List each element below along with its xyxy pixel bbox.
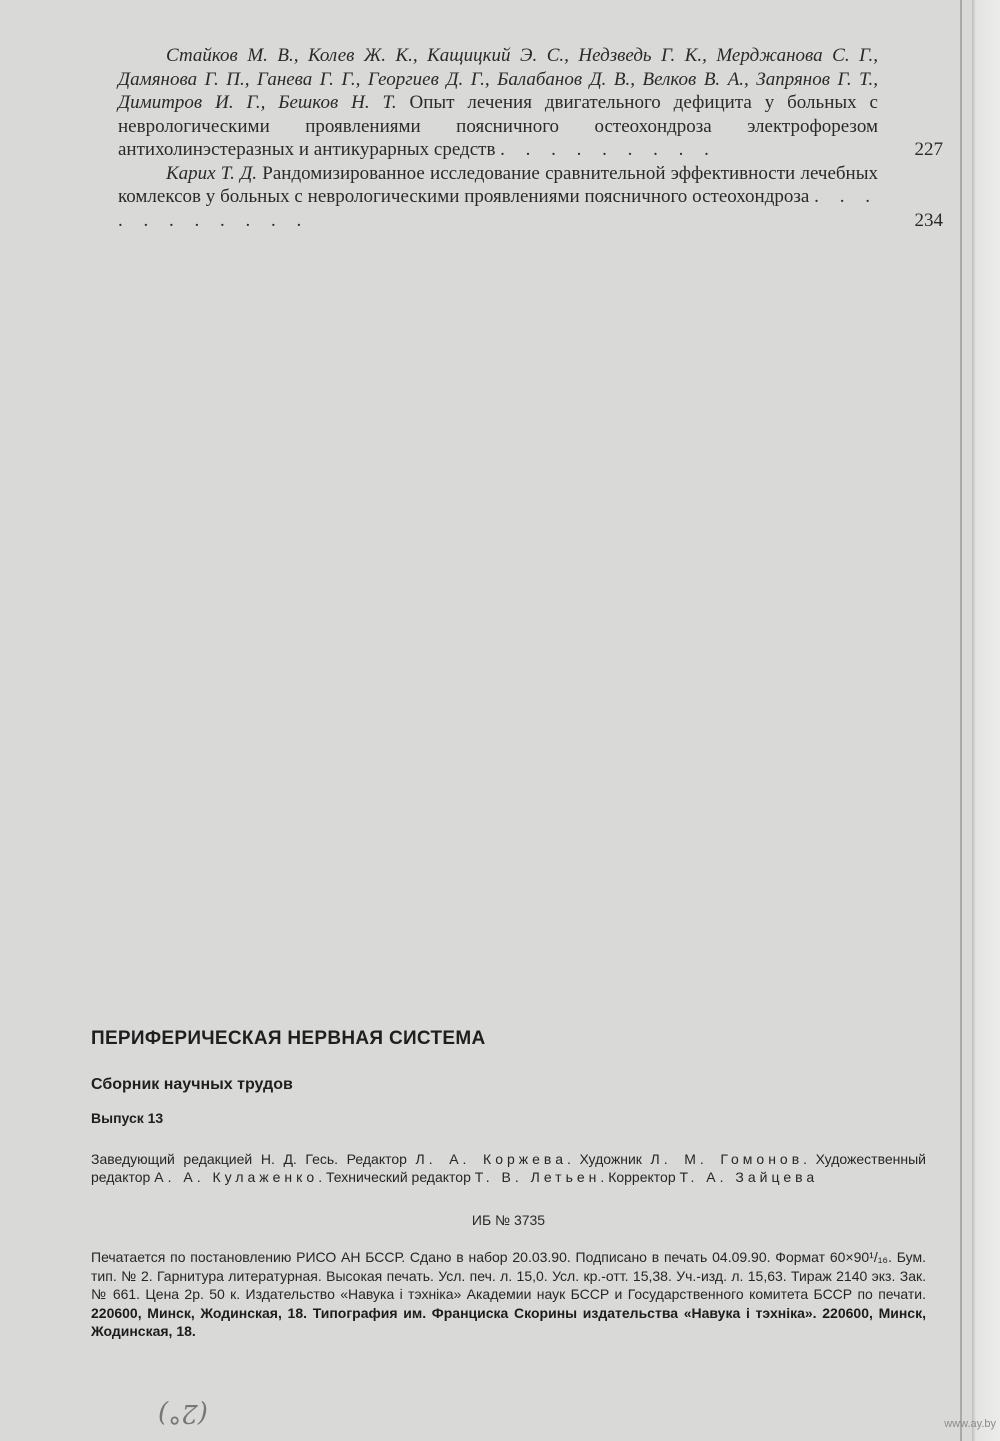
book-issue: Выпуск 13 — [91, 1110, 164, 1126]
staff-name: А. А. Кулаженко — [154, 1169, 319, 1185]
toc-entry: Стайков М. В., Колев Ж. К., Кащицкий Э. С., Недзведь Г. К., Мерджанова С. Г., Дамянова Г. П., Ганева Г. Г., Георгиев Д. Г., Балабанов Д. В., Велков В. А., Запрянов Г. Т., Димитров И. Г., Бешков Н. Т. Опыт лечения двигательного дефицита у больных с неврологическими проявлениями поясничного остеохондроза электрофорезом антихолинэстеразных и антикурарных средств . . . . . . . . . 227 — [118, 45, 943, 160]
staff-name: Т. А. Зайцева — [679, 1169, 819, 1185]
toc-entry-authors: Карих Т. Д. — [166, 162, 258, 184]
toc-entry-authors: Стайков М. В., Колев Ж. К., Кащицкий Э. С., Недзведь Г. К., Мерджанова С. Г., Дамянова Г. П., Ганева Г. Г., Георгиев Д. Г., Балабанов Д. В., Велков В. А., Запрянов Г. Т., Димитров И. Г., Бешков Н. Т. — [118, 45, 878, 113]
book-title: ПЕРИФЕРИЧЕСКАЯ НЕРВНАЯ СИСТЕМА — [91, 1028, 486, 1049]
toc-entry-title: Опыт лечения двигательного дефицита у больных с неврологическими проявлениями поясничного остеохондроза электрофорезом антихолинэстеразных и антикурарных средств — [118, 92, 878, 160]
toc-entry-page: 234 — [914, 209, 943, 231]
toc-entry-page: 227 — [914, 139, 943, 160]
print-details: Печатается по постановлению РИСО АН БССР. Сдано в набор 20.03.90. Подписано в печать 04.09.90. Формат 60×90¹/₁₆. Бум. тип. № 2. Гарнитура литературная. Высокая печать. Усл. печ. л. 15,0. Усл. кр.-отт. 15,38. Уч.-изд. л. 15,63. Тираж 2140 экз. Зак. № 661. Цена 2р. 50 к. Издательство «Навука і тэхніка» Академии наук БССР и Государственного комитета БССР по печати. 220600, Минск, Жодинская, 18. Типография им. Франциска Скорины издательства «Навука і тэхніка». 220600, Минск, Жодинская, 18. — [91, 1249, 926, 1339]
toc-entry: Карих Т. Д. Рандомизированное исследование сравнительной эффективности лечебных комлексов у больных с неврологическими проявлениями поясничного остеохондроза . . . . . . . . . . . 234 — [118, 162, 943, 231]
colophon — [91, 1028, 926, 1341]
staff-name: Т. В. Летьен — [474, 1169, 601, 1185]
book-subtitle: Сборник научных трудов — [91, 1076, 293, 1093]
handwritten-mark: (2°) — [158, 1398, 208, 1428]
table-of-contents — [118, 44, 943, 232]
page-edge — [972, 0, 1000, 1441]
page-fold-line — [960, 0, 962, 1441]
toc-entry-title: Рандомизированное исследование сравнительной эффективности лечебных комлексов у больных с неврологическими проявлениями поясничного остеохондроза — [118, 162, 878, 207]
staff-name: Н. Д. Гесь — [260, 1151, 335, 1167]
staff-name: Л. А. Коржева — [415, 1151, 567, 1167]
ib-number: ИБ № 3735 — [471, 1212, 546, 1228]
watermark: www.ay.by — [944, 1418, 996, 1430]
staff-name: Л. М. Гомонов — [650, 1151, 804, 1167]
editorial-staff: Заведующий редакцией Н. Д. Гесь. Редактор Л. А. Коржева. Художник Л. М. Гомонов. Художественный редактор А. А. Кулаженко. Технический редактор Т. В. Летьен. Корректор Т. А. Зайцева — [91, 1151, 926, 1185]
